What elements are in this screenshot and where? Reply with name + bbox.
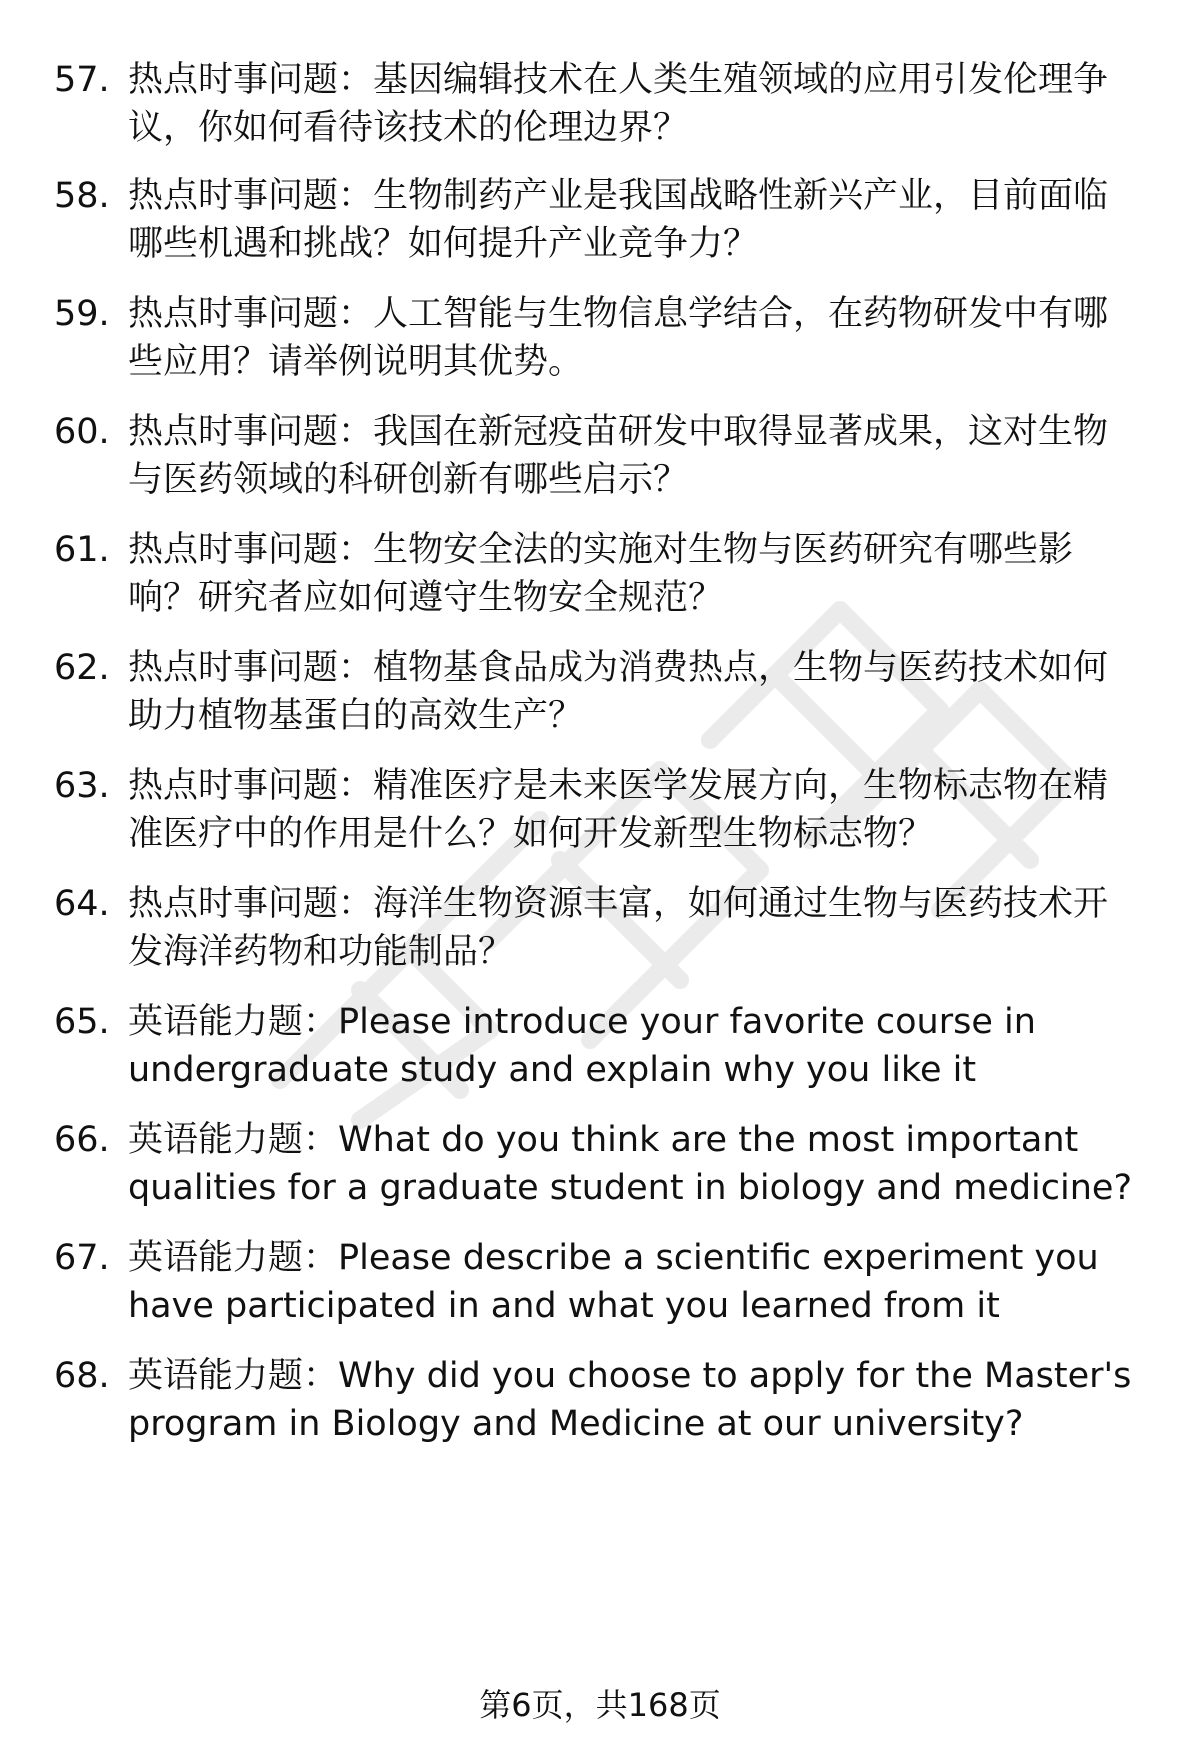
question-line: 英语能力题：Please introduce your favorite course in xyxy=(128,1002,1036,1042)
question-line: 热点时事问题：海洋生物资源丰富，如何通过生物与医药技术开 xyxy=(128,884,1109,924)
question-number: 57. xyxy=(54,60,110,100)
question-line: 些应用？请举例说明其优势。 xyxy=(128,342,584,382)
question-number: 58. xyxy=(54,176,110,216)
question-line: program in Biology and Medicine at our university? xyxy=(128,1404,1024,1444)
question-line: 热点时事问题：我国在新冠疫苗研发中取得显著成果，这对生物 xyxy=(128,412,1109,452)
question-text xyxy=(128,526,1194,622)
question-text xyxy=(128,880,1194,976)
question-number: 59. xyxy=(54,294,110,334)
question-text xyxy=(128,408,1194,504)
question-line: 热点时事问题：精准医疗是未来医学发展方向，生物标志物在精 xyxy=(128,766,1109,806)
question-text xyxy=(128,762,1194,858)
question-number: 67. xyxy=(54,1238,110,1278)
question-line: 准医疗中的作用是什么？如何开发新型生物标志物？ xyxy=(128,814,934,854)
question-text xyxy=(128,56,1194,152)
question-line: 热点时事问题：人工智能与生物信息学结合，在药物研发中有哪 xyxy=(128,294,1109,334)
question-text xyxy=(128,644,1194,740)
question-line: 与医药领域的科研创新有哪些启示？ xyxy=(128,460,689,500)
question-number: 61. xyxy=(54,530,110,570)
question-text xyxy=(128,1234,1194,1330)
question-text xyxy=(128,290,1194,386)
question-text xyxy=(128,172,1194,268)
question-text xyxy=(128,1352,1194,1448)
question-number: 68. xyxy=(54,1356,110,1396)
question-line: qualities for a graduate student in biology and medicine? xyxy=(128,1168,1133,1208)
question-number: 62. xyxy=(54,648,110,688)
question-number: 64. xyxy=(54,884,110,924)
question-number: 63. xyxy=(54,766,110,806)
page-footer: 第6页，共168页 xyxy=(479,1686,721,1724)
question-line: 热点时事问题：生物安全法的实施对生物与医药研究有哪些影 xyxy=(128,530,1074,570)
question-line: 热点时事问题：植物基食品成为消费热点，生物与医药技术如何 xyxy=(128,648,1109,688)
question-number: 65. xyxy=(54,1002,110,1042)
question-text xyxy=(128,998,1194,1094)
question-line: 议，你如何看待该技术的伦理边界？ xyxy=(128,108,689,148)
question-line: 热点时事问题：基因编辑技术在人类生殖领域的应用引发伦理争 xyxy=(128,60,1109,100)
question-line: 响？研究者应如何遵守生物安全规范？ xyxy=(128,578,724,618)
question-line: 英语能力题：Please describe a scientific experiment you xyxy=(128,1238,1099,1278)
question-line: 热点时事问题：生物制药产业是我国战略性新兴产业，目前面临 xyxy=(128,176,1109,216)
question-line: undergraduate study and explain why you like it xyxy=(128,1050,977,1090)
question-line: 发海洋药物和功能制品？ xyxy=(128,932,514,972)
question-line: 英语能力题：Why did you choose to apply for the Master's xyxy=(128,1356,1132,1396)
question-number: 60. xyxy=(54,412,110,452)
question-line: 英语能力题：What do you think are the most important xyxy=(128,1120,1079,1160)
question-line: 哪些机遇和挑战？如何提升产业竞争力？ xyxy=(128,224,759,264)
question-line: 助力植物基蛋白的高效生产？ xyxy=(128,696,584,736)
question-line: have participated in and what you learned from it xyxy=(128,1286,1000,1326)
question-text xyxy=(128,1116,1194,1212)
question-number: 66. xyxy=(54,1120,110,1160)
